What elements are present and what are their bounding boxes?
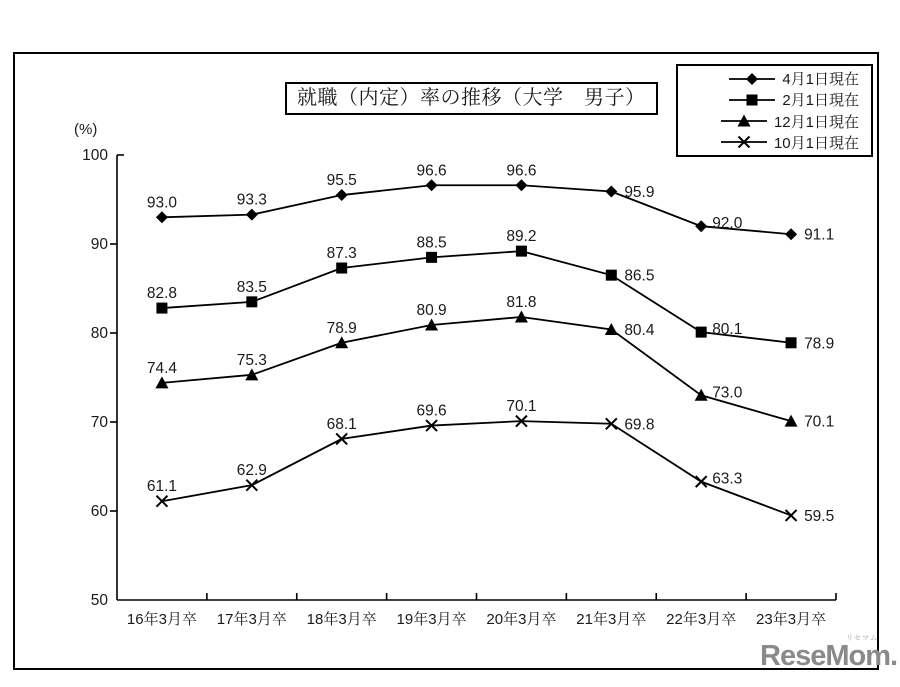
data-point-label: 96.6 (506, 162, 537, 180)
diamond-marker-icon (156, 211, 168, 223)
y-tick-label: 50 (90, 592, 108, 609)
data-point-label: 70.1 (804, 413, 835, 431)
x-tick-label: 16年3月卒 (126, 611, 197, 628)
data-point-label: 80.1 (712, 321, 743, 339)
data-point-label: 75.3 (236, 351, 267, 369)
square-marker-icon (246, 296, 257, 307)
data-point-label: 68.1 (326, 415, 357, 433)
data-point-label: 91.1 (804, 226, 835, 244)
data-point-label: 80.9 (416, 301, 447, 319)
triangle-legend-marker-icon (720, 113, 768, 129)
triangle-marker-icon (245, 368, 258, 380)
x-legend-marker-icon (720, 134, 768, 150)
square-marker-icon (747, 94, 758, 105)
data-point-label: 69.8 (624, 416, 655, 434)
data-point-label: 82.8 (146, 285, 178, 303)
legend-label: 2月1日現在 (782, 92, 859, 110)
square-marker-icon (426, 252, 437, 263)
x-tick-label: 17年3月卒 (216, 611, 287, 628)
data-point-label: 93.0 (146, 194, 178, 212)
data-point-label: 74.4 (146, 359, 178, 377)
square-legend-marker-icon (728, 92, 776, 108)
data-point-label: 95.5 (326, 172, 357, 190)
resemom-logo-text: ReseMom. (760, 640, 898, 672)
legend-item (728, 68, 859, 89)
data-point-label: 59.5 (804, 507, 835, 525)
diamond-marker-icon (515, 179, 527, 191)
legend (676, 64, 873, 157)
data-point-label: 87.3 (326, 245, 357, 263)
data-point-label: 81.8 (506, 293, 537, 311)
diamond-marker-icon (746, 73, 758, 85)
data-point-label: 70.1 (506, 398, 537, 416)
diamond-marker-icon (785, 228, 797, 240)
diamond-marker-icon (695, 220, 707, 232)
diamond-marker-icon (246, 209, 258, 221)
x-tick-label: 21年3月卒 (576, 611, 647, 628)
legend-item (720, 132, 859, 153)
y-tick-label: 90 (90, 236, 108, 253)
square-marker-icon (786, 337, 797, 348)
y-tick-label: 100 (82, 147, 108, 164)
triangle-marker-icon (695, 389, 708, 401)
x-tick-label: 18年3月卒 (306, 611, 377, 628)
diamond-marker-icon (605, 185, 617, 197)
data-point-label: 93.3 (236, 191, 267, 209)
diamond-marker-icon (336, 189, 348, 201)
triangle-marker-icon (515, 310, 528, 322)
data-point-label: 95.9 (624, 183, 655, 201)
x-tick-label: 22年3月卒 (666, 611, 737, 628)
data-point-label: 62.9 (236, 462, 267, 480)
square-marker-icon (516, 246, 527, 257)
data-point-label: 78.9 (326, 319, 357, 337)
data-point-label: 92.0 (712, 215, 743, 233)
legend-label: 12月1日現在 (773, 113, 859, 131)
x-tick-label: 23年3月卒 (756, 611, 827, 628)
legend-label: 4月1日現在 (782, 71, 859, 89)
x-tick-label: 19年3月卒 (396, 611, 467, 628)
square-marker-icon (156, 303, 167, 314)
data-point-label: 86.5 (624, 267, 655, 285)
data-point-label: 88.5 (416, 234, 447, 252)
y-tick-label: 80 (90, 325, 108, 342)
x-tick-label: 20年3月卒 (486, 611, 557, 628)
legend-item (720, 111, 859, 132)
square-marker-icon (336, 263, 347, 274)
chart-title: 就職（内定）率の推移（大学 男子） (285, 82, 658, 115)
resemom-logo (760, 634, 898, 674)
data-point-label: 96.6 (416, 162, 447, 180)
y-tick-label: 70 (90, 414, 108, 431)
data-point-label: 89.2 (506, 228, 537, 246)
legend-item (728, 89, 859, 110)
data-point-label: 69.6 (416, 402, 447, 420)
data-point-label: 78.9 (804, 335, 835, 353)
square-marker-icon (606, 270, 617, 281)
legend-label: 10月1日現在 (773, 134, 859, 152)
data-point-label: 73.0 (712, 384, 743, 402)
y-axis-unit-label: (%) (74, 121, 98, 138)
data-point-label: 83.5 (236, 278, 267, 296)
resemom-ruby-text: リセマム (846, 635, 878, 642)
data-point-label: 80.4 (624, 321, 655, 339)
data-point-label: 63.3 (712, 470, 743, 488)
data-point-label: 61.1 (146, 478, 178, 496)
diamond-legend-marker-icon (728, 71, 776, 87)
diamond-marker-icon (426, 179, 438, 191)
y-tick-label: 60 (90, 503, 108, 520)
square-marker-icon (696, 327, 707, 338)
